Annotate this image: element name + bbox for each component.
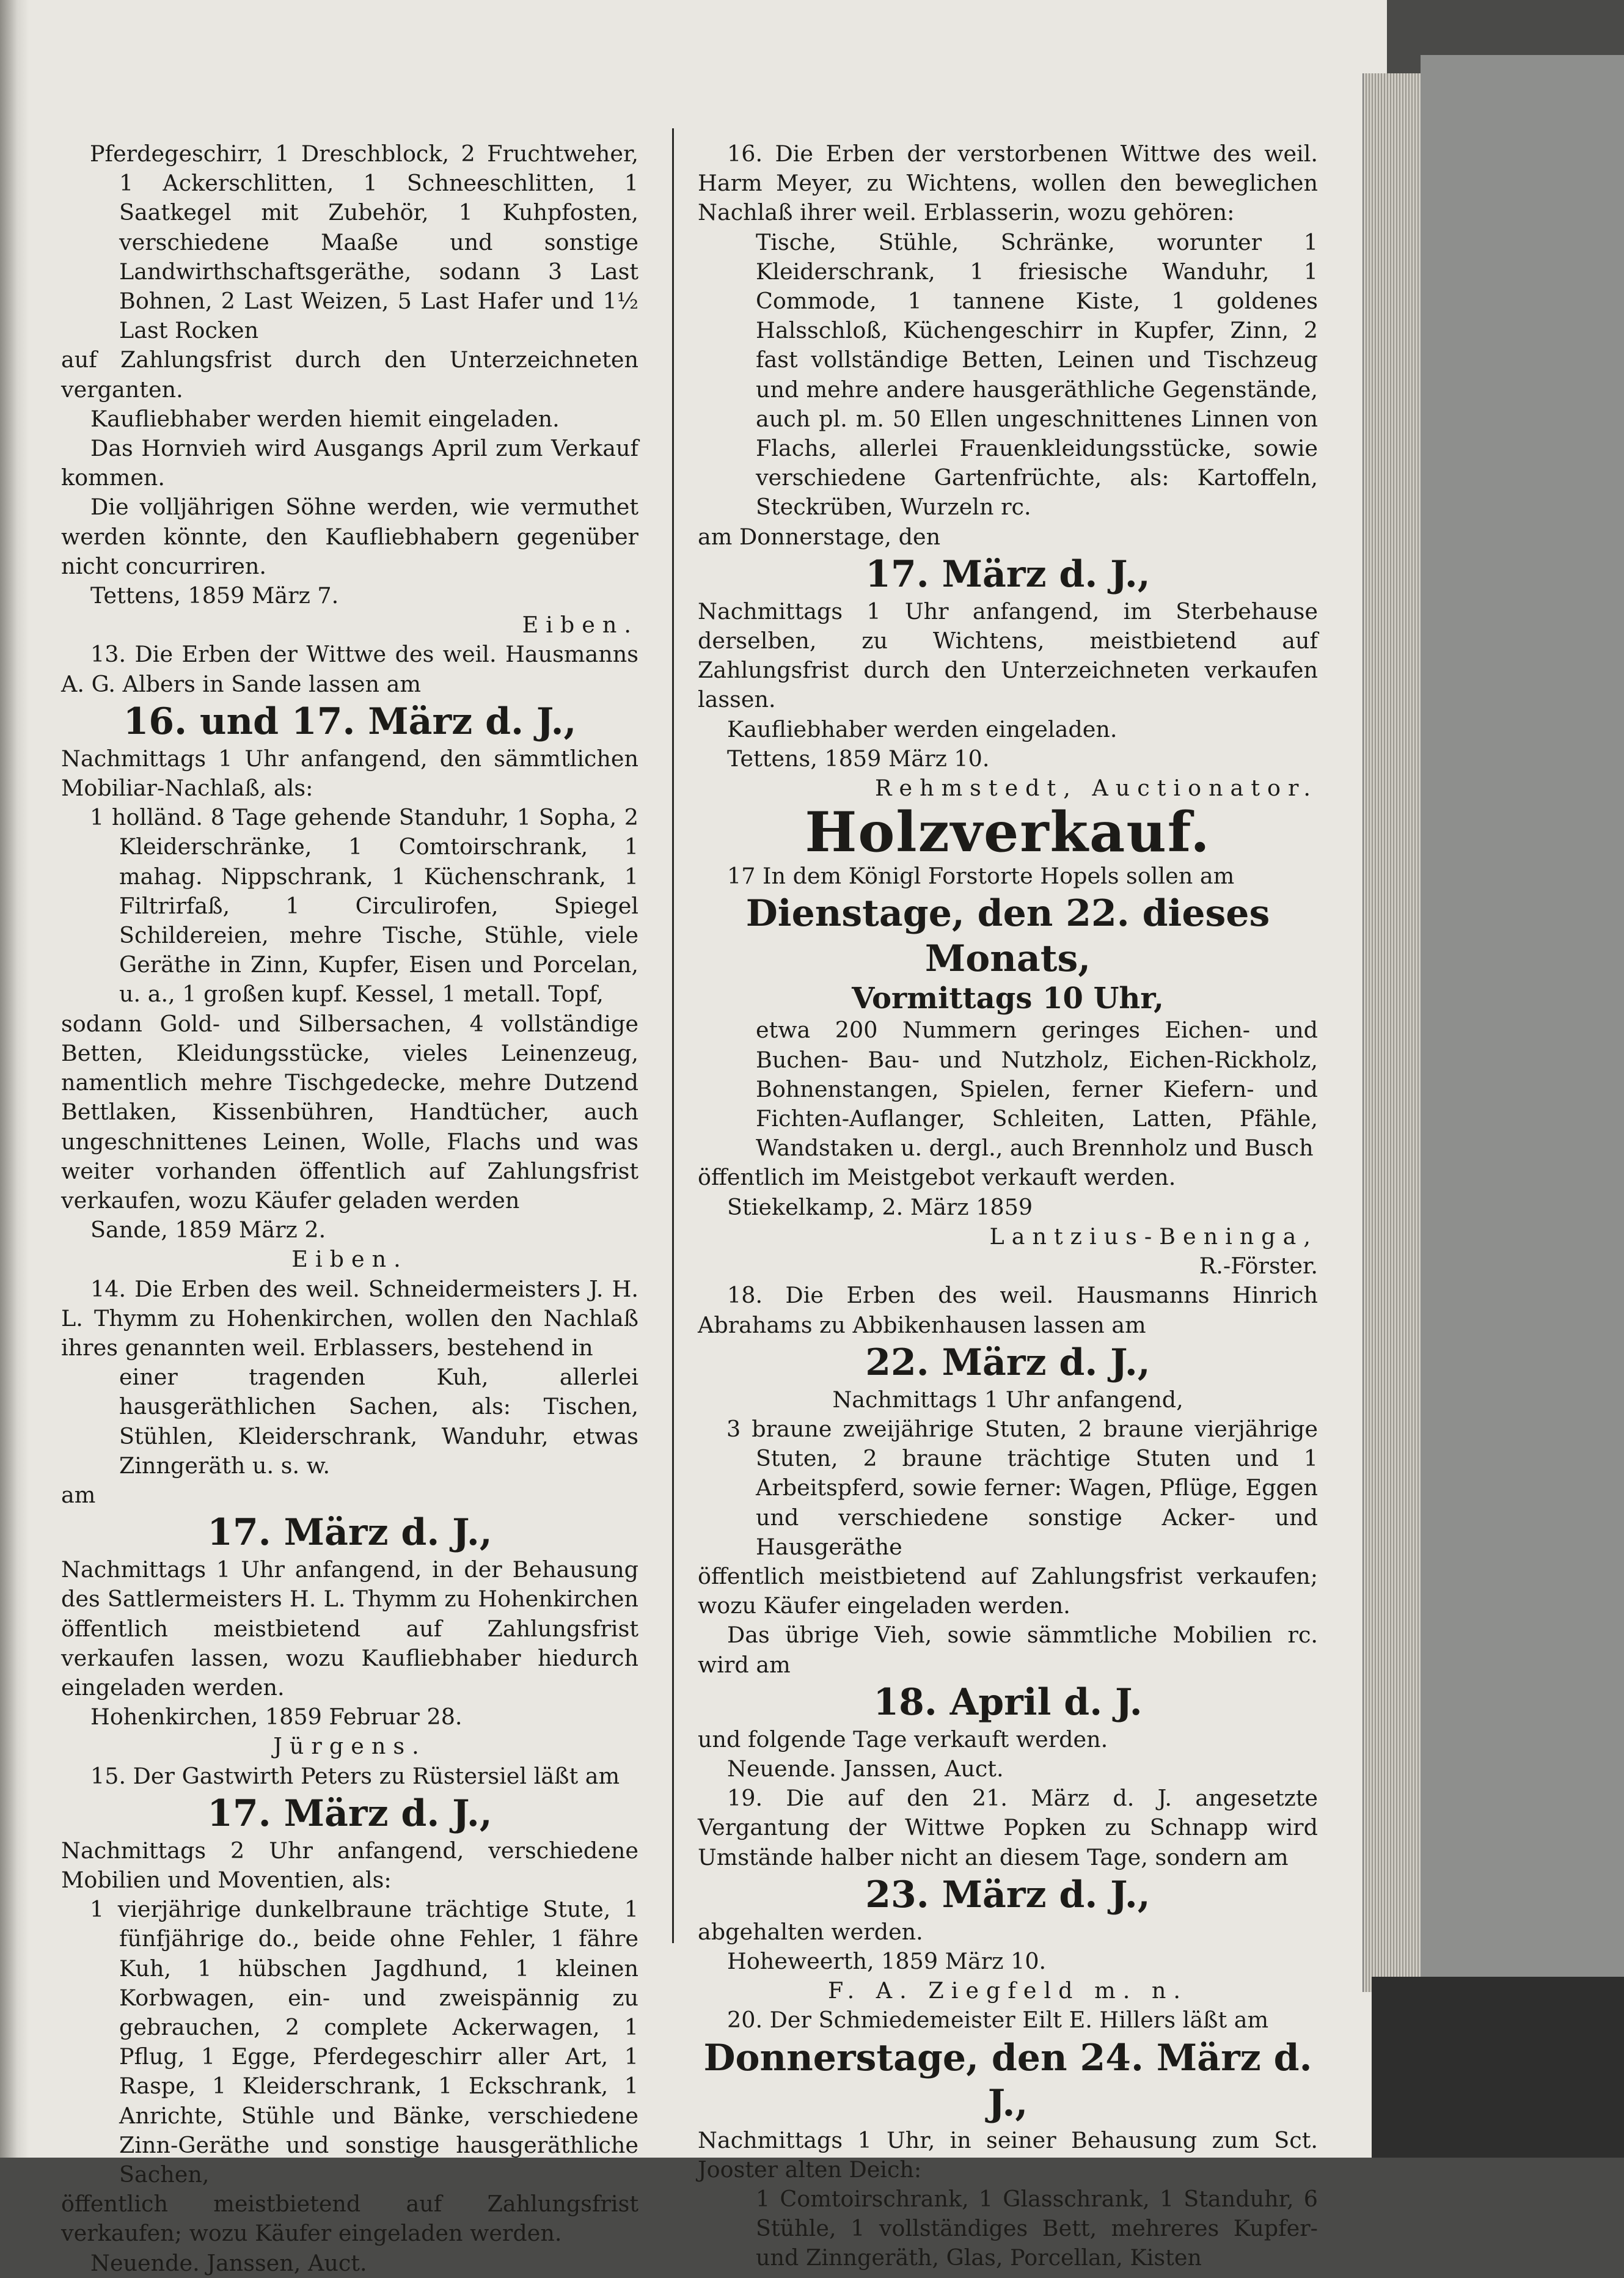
left-text-line: Nachmittags 1 Uhr anfangend, in der Behausung des Sattlermeisters H. L. Thymm zu Hohenkirchen öffentlich meistbietend auf Zahlungsfrist verkaufen lassen, wozu Kaufliebhaber hiedurch eingeladen werden.	[61, 1556, 638, 1701]
left-text-line: sodann Gold- und Silbersachen, 4 vollständige Betten, Kleidungsstücke, vieles Leinenzeug, namentlich mehre Tischgedecke, mehre Dutzend Bettlaken, Kissenbühren, Handtücher, auch ungeschnittenes Leinen, Wolle, Flachs und was weiter vorhanden öffentlich auf Zahlungsfrist verkaufen, wozu Käufer geladen werden	[61, 1010, 638, 1214]
right-text-line: F. A. Ziegfeld m. n.	[827, 1977, 1188, 2004]
left-text-line: 16. und 17. März d. J.,	[123, 700, 577, 743]
right-text-line: 16. Die Erben der verstorbenen Wittwe des weil. Harm Meyer, zu Wichtens, wollen den beweglichen Nachlaß ihrer weil. Erblasserin, wozu gehören:	[698, 141, 1318, 226]
right-text-line: Dienstage, den 22. dieses Monats,	[745, 892, 1270, 981]
left-text-line: 15. Der Gastwirth Peters zu Rüstersiel läßt am	[90, 1762, 620, 1789]
left-text-line: Eiben.	[522, 612, 638, 639]
left-text-line: am	[61, 1481, 96, 1508]
right-text-line: öffentlich meistbietend auf Zahlungsfrist verkaufen; wozu Käufer eingeladen werden.	[698, 1562, 1318, 1619]
left-text-line: 1 holländ. 8 Tage gehende Standuhr, 1 Sopha, 2 Kleiderschränke, 1 Comtoirschrank, 1 mahag. Nippschrank, 1 Küchenschrank, 1 Filtrirfaß, 1 Circulirofen, Spiegel Schildereien, mehre Tische, Stühle, viele Geräthe in Zinn, Kupfer, Eisen und Porcelan, u. a., 1 großen kupf. Kessel, 1 metall. Topf,	[90, 804, 638, 1008]
right-text-line: Lantzius-Beninga,	[989, 1223, 1318, 1250]
right-text-line: etwa 200 Nummern geringes Eichen- und Buchen- Bau- und Nutzholz, Eichen-Rickholz, Bohnenstangen, Spielen, ferner Kiefern- und Fichten-Auflanger, Schleiten, Latten, Pfähle, Wandstaken u. dergl., auch Brennholz und Busch	[756, 1017, 1318, 1162]
left-column	[61, 139, 638, 2278]
left-text-line: Nachmittags 2 Uhr anfangend, verschiedene Mobilien und Moventien, als:	[61, 1837, 638, 1893]
right-text-line: Nachmittags 1 Uhr anfangend,	[832, 1386, 1183, 1413]
right-text-line: Holzverkauf.	[805, 800, 1211, 865]
left-text-line: 14. Die Erben des weil. Schneidermeisters J. H. L. Thymm zu Hohenkirchen, wollen den Nachlaß ihres genannten weil. Erblassers, bestehend in	[61, 1275, 638, 1361]
left-text-line: einer tragenden Kuh, allerlei hausgeräthlichen Sachen, als: Tischen, Stühlen, Kleiderschrank, Wanduhr, etwas Zinngeräth u. s. w.	[119, 1364, 638, 1479]
left-text-line: Tettens, 1859 März 7.	[90, 582, 339, 609]
book-cover	[1421, 55, 1624, 2035]
right-text-line: Nachmittags 1 Uhr, in seiner Behausung zum Sct. Jooster alten Deich:	[698, 2126, 1318, 2183]
right-text-line: 1 Comtoirschrank, 1 Glasschrank, 1 Standuhr, 6 Stühle, 1 vollständiges Bett, mehreres Kupfer- und Zinngeräth, Glas, Porcellan, Kisten	[756, 2185, 1318, 2271]
left-text-line: auf Zahlungsfrist durch den Unterzeichneten verganten.	[61, 346, 638, 403]
column-divider	[672, 128, 674, 1943]
page-edges	[1362, 73, 1422, 1992]
right-text-line: 17. März d. J.,	[865, 552, 1150, 596]
left-text-line: 1 vierjährige dunkelbraune trächtige Stute, 1 fünfjährige do., beide ohne Fehler, 1 fähre Kuh, 1 hübschen Jagdhund, 1 kleinen Korbwagen, ein- und zweispännig zu gebrauchen, 2 complete Ackerwagen, 1 Pflug, 1 Egge, Pferdegeschirr aller Art, 1 Raspe, 1 Kleiderschrank, 1 Eckschrank, 1 Anrichte, Stühle und Bänke, verschiedene Zinn-Geräthe und sonstige hausgeräthliche Sachen,	[90, 1896, 638, 2188]
right-text-line: Vormittags 10 Uhr,	[852, 981, 1164, 1016]
right-text-line: 20. Der Schmiedemeister Eilt E. Hillers läßt am	[727, 2007, 1269, 2034]
left-text-line: Neuende. Janssen, Auct.	[90, 2249, 367, 2276]
right-text-line: 18. April d. J.	[873, 1680, 1143, 1724]
right-text-line: Tische, Stühle, Schränke, worunter 1 Kleiderschrank, 1 friesische Wanduhr, 1 Commode, 1 tannene Kiste, 1 goldenes Halsschloß, Küchengeschirr in Kupfer, Zinn, 2 fast vollständige Betten, Leinen und Tischzeug und mehre andere hausgeräthliche Gegenstände, auch pl. m. 50 Ellen ungeschnittenes Linnen von Flachs, allerlei Frauenkleidungsstücke, sowie verschiedene Gartenfrüchte, als: Kartoffeln, Steckrüben, Wurzeln rc.	[756, 229, 1318, 521]
left-text-line: Jürgens.	[273, 1733, 426, 1760]
right-text-line: Rehmstedt, Auctionator.	[874, 775, 1318, 802]
right-text-line: Donnerstage, den 24. März d. J.,	[703, 2036, 1312, 2125]
left-text-line: Eiben.	[291, 1246, 408, 1273]
right-text-line: 17 In dem Königl Forstorte Hopels sollen am	[727, 863, 1235, 890]
cover-shadow	[1372, 1977, 1624, 2158]
right-text-line: 23. März d. J.,	[865, 1873, 1150, 1916]
left-text-line: 17. März d. J.,	[207, 1511, 492, 1555]
left-text-line: Das Hornvieh wird Ausgangs April zum Verkauf kommen.	[61, 435, 638, 491]
left-text-line: öffentlich meistbietend auf Zahlungsfrist verkaufen; wozu Käufer eingeladen werden.	[61, 2191, 638, 2247]
right-text-line: R.-Förster.	[1199, 1253, 1318, 1280]
right-text-line: Hoheweerth, 1859 März 10.	[727, 1947, 1047, 1974]
right-text-line: öffentlich im Meistgebot verkauft werden.	[698, 1164, 1176, 1191]
right-text-line: Stiekelkamp, 2. März 1859	[727, 1193, 1033, 1220]
left-text-line: Kaufliebhaber werden hiemit eingeladen.	[90, 405, 560, 432]
right-text-line: Neuende. Janssen, Auct.	[727, 1755, 1004, 1782]
right-text-line: und folgende Tage verkauft werden.	[698, 1726, 1108, 1752]
left-text-line: Pferdegeschirr, 1 Dreschblock, 2 Fruchtweher, 1 Ackerschlitten, 1 Schneeschlitten, 1 Saatkegel mit Zubehör, 1 Kuhpfosten, verschiedene Maaße und sonstige Landwirthschaftsgeräthe, sodann 3 Last Bohnen, 2 Last Weizen, 5 Last Hafer und 1½ Last Rocken	[90, 141, 638, 344]
right-text-line: am Donnerstage, den	[698, 523, 941, 550]
left-text-line: Sande, 1859 März 2.	[90, 1217, 326, 1243]
right-text-line: Tettens, 1859 März 10.	[727, 745, 990, 772]
right-text-line: Nachmittags 1 Uhr anfangend, im Sterbehause derselben, zu Wichtens, meistbietend auf Zahlungsfrist durch den Unterzeichneten verkaufen lassen.	[698, 598, 1318, 713]
right-text-line: Das übrige Vieh, sowie sämmtliche Mobilien rc. wird am	[698, 1622, 1318, 1678]
right-text-line: 3 braune zweijährige Stuten, 2 braune vierjährige Stuten, 2 braune trächtige Stuten und 1 Arbeitspferd, sowie ferner: Wagen, Pflüge, Eggen und verschiedene sonstige Acker- und Hausgeräthe	[726, 1415, 1318, 1560]
right-text-line: 22. März d. J.,	[865, 1341, 1150, 1384]
left-text-line: Hohenkirchen, 1859 Februar 28.	[90, 1704, 463, 1730]
right-text-line: 19. Die auf den 21. März d. J. angesetzte Vergantung der Wittwe Popken zu Schnapp wird Umstände halber nicht an diesem Tage, sondern am	[698, 1785, 1318, 1870]
page-gutter	[0, 0, 29, 2158]
right-text-line: abgehalten werden.	[698, 1918, 923, 1945]
left-text-line: Nachmittags 1 Uhr anfangend, den sämmtlichen Mobiliar-Nachlaß, als:	[61, 745, 638, 802]
right-text-line: Kaufliebhaber werden eingeladen.	[727, 716, 1117, 742]
right-column	[698, 139, 1318, 2273]
left-text-line: Die volljährigen Söhne werden, wie vermuthet werden könnte, den Kaufliebhabern gegenüber nicht concurriren.	[61, 494, 638, 579]
left-text-line: 17. März d. J.,	[207, 1792, 492, 1835]
right-text-line: 18. Die Erben des weil. Hausmanns Hinrich Abrahams zu Abbikenhausen lassen am	[698, 1282, 1318, 1338]
left-text-line: 13. Die Erben der Wittwe des weil. Hausmanns A. G. Albers in Sande lassen am	[61, 641, 638, 697]
